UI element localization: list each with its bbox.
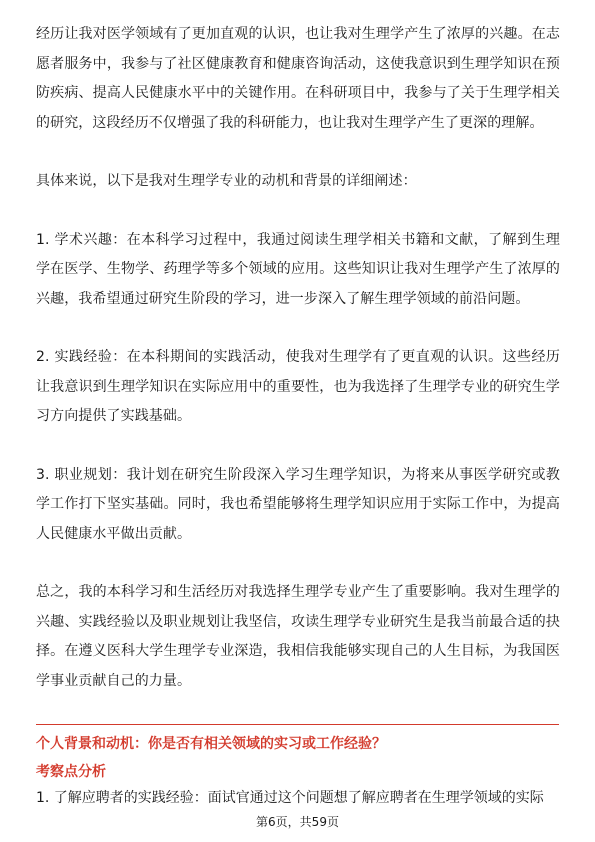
interview-question-heading: 个人背景和动机：你是否有相关领域的实习或工作经验？	[36, 736, 386, 752]
paragraph-spacer	[36, 314, 560, 343]
paragraph-career-plan: 3. 职业规划：我计划在研究生阶段深入学习生理学知识，为将来从事医学研究或教学工作打下坚实基础。同时，我也希望能够将生理学知识应用于实际工作中，为提高人民健康水平做出贡献。	[36, 466, 560, 542]
paragraph-spacer	[36, 197, 560, 226]
paragraph-practice: 2. 实践经验：在本科期间的实践活动，使我对生理学有了更直观的认识。这些经历让我意识到生理学知识在实际应用中的重要性，也为我选择了生理学专业的研究生学习方向提供了实践基础。	[36, 349, 560, 424]
analysis-item: 1. 了解应聘者的实践经验：面试官通过这个问题想了解应聘者在生理学领域的实际	[36, 790, 544, 806]
paragraph-academic-interest: 1. 学术兴趣：在本科学习过程中，我通过阅读生理学相关书籍和文献，了解到生理学在医学、生物学、药理学等多个领域的应用。这些知识让我对生理学产生了浓厚的兴趣，我希望通过研究生阶段的学习，进一步深入了解生理学领域的前沿问题。	[36, 231, 560, 307]
analysis-subheading: 考察点分析	[36, 764, 106, 780]
paragraph-conclusion: 总之，我的本科学习和生活经历对我选择生理学专业产生了重要影响。我对生理学的兴趣、实践经验以及职业规划让我坚信，攻读生理学专业研究生是我当前最合适的抉择。在遵义医科大学生理学专业深造，我相信我能够实现自己的人生目标，为我国医学事业贡献自己的力量。	[36, 584, 560, 689]
page-number: 第6页，共59页	[256, 815, 339, 829]
paragraph-spacer	[36, 432, 560, 461]
section-divider	[36, 724, 559, 725]
paragraph-experience: 经历让我对医学领域有了更加直观的认识，也让我对生理学产生了浓厚的兴趣。在志愿者服务中，我参与了社区健康教育和健康咨询活动，这使我意识到生理学知识在预防疾病、提高人民健康水平中的关键作用。在科研项目中，我参与了关于生理学相关的研究，这段经历不仅增强了我的科研能力，也让我对生理学产生了更深的理解。	[36, 26, 560, 131]
paragraph-spacer	[36, 138, 560, 167]
paragraph-intro: 具体来说，以下是我对生理学专业的动机和背景的详细阐述：	[36, 173, 417, 189]
paragraph-spacer	[36, 549, 560, 578]
body-text	[36, 20, 560, 696]
